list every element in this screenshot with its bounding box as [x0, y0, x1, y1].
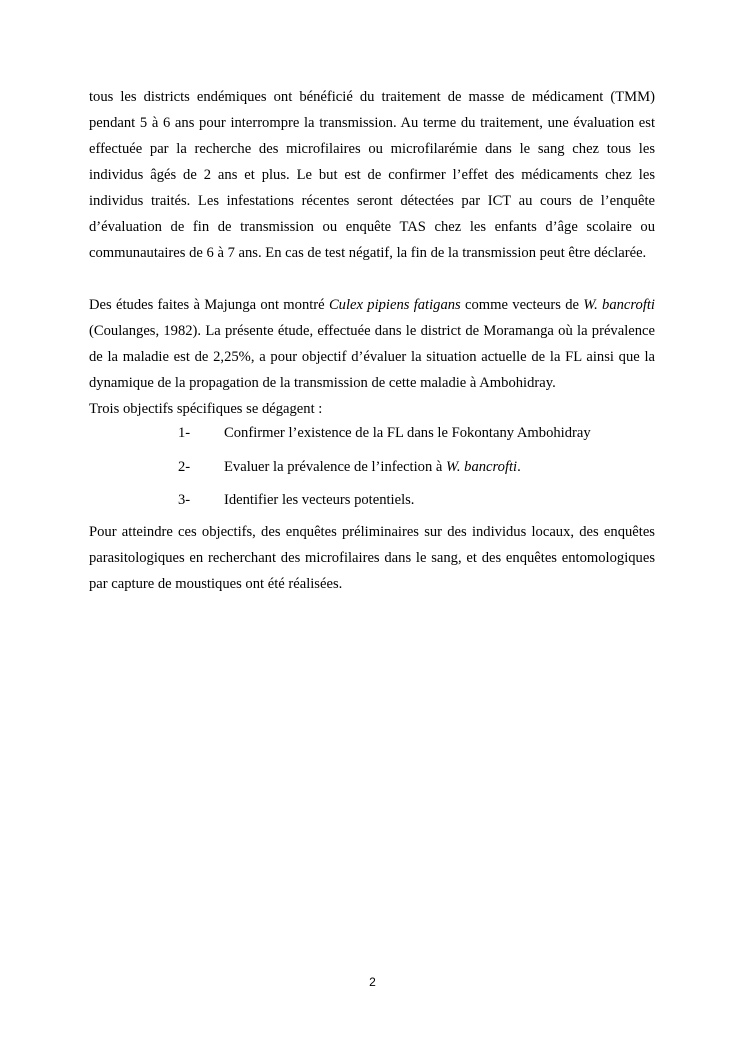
paragraph-text: (Coulanges, 1982). La présente étude, effectuée dans le district de Moramanga où la prévalence de la maladie est de 2,25%, a pour objectif d’évaluer la situation actuelle de la FL ainsi que la dynamique de la propagation de la transmission de cette maladie à Ambohidray. — [89, 323, 655, 391]
list-item — [0, 454, 745, 480]
list-item-number: 1- — [178, 425, 191, 441]
list-item-number: 2- — [178, 459, 191, 475]
species-name-culex: Culex pipiens fatigans — [328, 297, 461, 313]
list-item-text-suffix: . — [517, 459, 521, 475]
list-item-number: 3- — [178, 492, 191, 508]
list-item — [0, 420, 745, 446]
species-name-bancrofti: W. bancrofti — [446, 459, 518, 475]
list-item-text — [224, 454, 521, 480]
list-item-text-main: Evaluer la prévalence de l’infection à — [224, 459, 447, 475]
paragraph-methods: Pour atteindre ces objectifs, des enquêtes préliminaires sur des individus locaux, des enquêtes parasitologiques en recherchant des microfilaires dans le sang, et des enquêtes entomologiques par capture de moustiques ont été réalisées. — [89, 524, 655, 592]
paragraph-tmm-evaluation: tous les districts endémiques ont bénéficié du traitement de masse de médicament (TMM) pendant 5 à 6 ans pour interrompre la transmission. Au terme du traitement, une évaluation est effectuée par la recherche des microfilaires ou microfilarémie dans le sang chez tous les individus âgés de 2 ans et plus. Le but est de confirmer l’effet des médicaments chez les individus traités. Les infestations récentes seront détectées par ICT au cours de l’enquête d’évaluation de fin de transmission ou enquête TAS chez les enfants d’âge scolaire ou communautaires de 6 à 7 ans. En cas de test négatif, la fin de la transmission peut être déclarée. — [89, 89, 655, 261]
paragraph-text: Des études faites à Majunga ont montré — [89, 297, 329, 313]
list-item-text: Identifier les vecteurs potentiels. — [224, 492, 415, 508]
list-item-text: Confirmer l’existence de la FL dans le Fokontany Ambohidray — [224, 425, 591, 441]
list-item — [0, 487, 745, 513]
species-name-bancrofti: W. bancrofti — [583, 297, 655, 313]
page-number: 2 — [369, 975, 376, 989]
paragraph-text: comme vecteurs de — [460, 297, 584, 313]
paragraph-study-objective — [89, 292, 655, 396]
objectives-intro: Trois objectifs spécifiques se dégagent : — [89, 401, 323, 417]
